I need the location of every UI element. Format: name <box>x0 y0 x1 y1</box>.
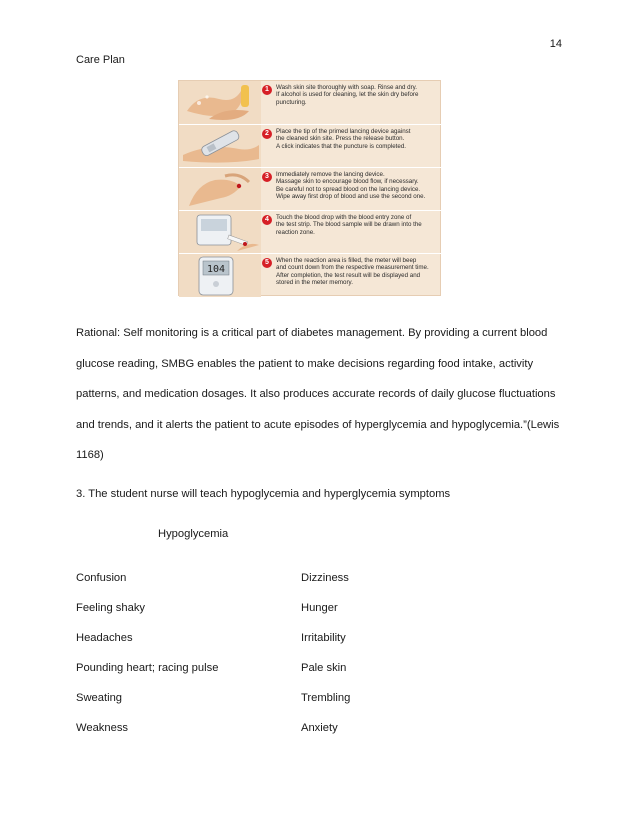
step-text: Immediately remove the lancing device. Massage skin to encourage blood flow, if necessary. Be careful not to spread blood on the lancing device. Wipe away first drop of blood and use the second one. <box>276 171 426 201</box>
symptom-right: Irritability <box>301 632 346 644</box>
symptom-left: Pounding heart; racing pulse <box>76 662 219 674</box>
symptom-left: Headaches <box>76 632 133 644</box>
symptom-right: Anxiety <box>301 722 338 734</box>
handwashing-illustration <box>179 81 261 124</box>
finger-massage-illustration <box>179 168 261 211</box>
step-number-badge: 5 <box>262 258 272 268</box>
step-text: When the reaction area is filled, the meter will beep and count down from the respective measurement time. After completion, the test result will be displayed and stored in the meter memory. <box>276 257 429 287</box>
figure-step-5 <box>179 253 442 297</box>
glucose-testing-figure <box>178 80 441 296</box>
meter-display-reading: 104 <box>206 264 226 275</box>
figure-step-3 <box>179 167 442 211</box>
step-text: Wash skin site thoroughly with soap. Rinse and dry. If alcohol is used for cleaning, let the skin dry before puncturing. <box>276 84 419 106</box>
test-strip-illustration <box>179 211 261 254</box>
symptom-right: Dizziness <box>301 572 349 584</box>
step-number-badge: 2 <box>262 129 272 139</box>
step-text: Place the tip of the primed lancing device against the cleaned skin site. Press the release button. A click indicates that the puncture is completed. <box>276 128 411 150</box>
symptom-right: Trembling <box>301 692 351 704</box>
lancing-device-illustration <box>179 125 261 168</box>
symptom-left: Confusion <box>76 572 127 584</box>
figure-step-2 <box>179 124 442 168</box>
figure-step-1 <box>179 81 442 124</box>
figure-step-4 <box>179 210 442 254</box>
step-text: Touch the blood drop with the blood entry zone of the test strip. The blood sample will be drawn into the reaction zone. <box>276 214 422 236</box>
page-number: 14 <box>549 38 562 50</box>
step-number-badge: 1 <box>262 85 272 95</box>
nursing-intervention-3: 3. The student nurse will teach hypoglycemia and hyperglycemia symptoms <box>76 488 451 500</box>
running-header: Care Plan <box>76 54 125 66</box>
symptom-left: Feeling shaky <box>76 602 146 614</box>
rationale-paragraph: Rational: Self monitoring is a critical part of diabetes management. By providing a current blood glucose reading, SMBG enables the patient to make decisions regarding food intake, activity patterns, and medication dosages. It also produces accurate records of daily glucose fluctuations and trends, and it alerts the patient to acute episodes of hyperglycemia and hypoglycemia.”(Lewis 1168) <box>76 327 560 461</box>
step-number-badge: 4 <box>262 215 272 225</box>
symptom-right: Hunger <box>301 602 338 614</box>
symptom-right: Pale skin <box>301 662 347 674</box>
glucose-meter-illustration <box>179 254 261 297</box>
hypoglycemia-heading: Hypoglycemia <box>158 528 229 540</box>
step-number-badge: 3 <box>262 172 272 182</box>
symptom-left: Weakness <box>76 722 129 734</box>
symptom-left: Sweating <box>76 692 123 704</box>
